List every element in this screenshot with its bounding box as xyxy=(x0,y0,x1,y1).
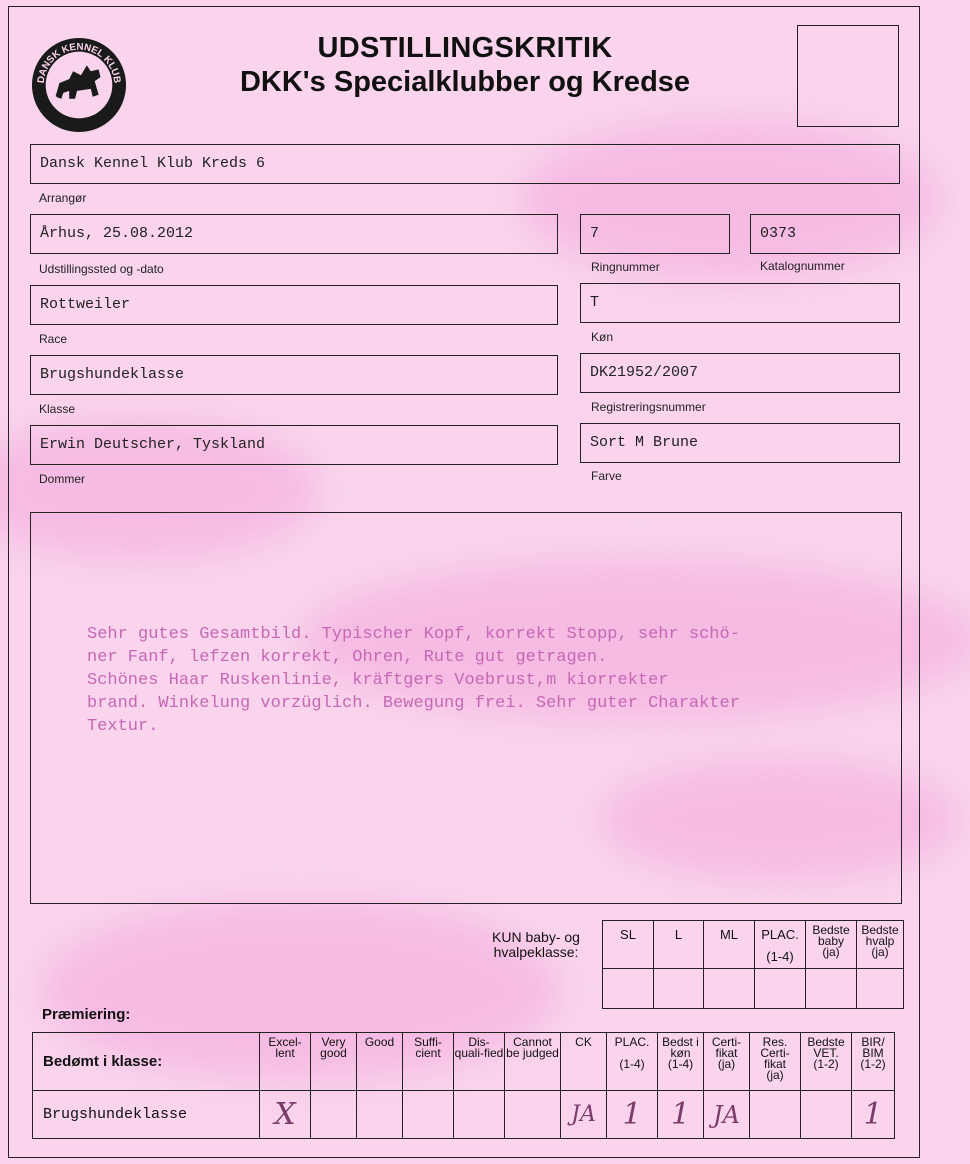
baby-cell-sl[interactable] xyxy=(603,969,654,1009)
mark-bir-bim[interactable]: 1 xyxy=(852,1091,895,1139)
sted-dato-label: Udstillingssted og -dato xyxy=(39,262,164,276)
kon-label: Køn xyxy=(591,330,614,344)
header-bedst-i-kon: Bedst i køn (1-4) xyxy=(658,1033,704,1091)
cell-good[interactable] xyxy=(357,1091,403,1139)
critique-text xyxy=(87,623,970,738)
race-field[interactable]: Rottweiler xyxy=(30,285,558,325)
form-title: UDSTILLINGSKRITIK xyxy=(317,32,613,64)
cell-disqualified[interactable] xyxy=(454,1091,505,1139)
farve-field[interactable]: Sort M Brune xyxy=(580,423,900,463)
baby-header-plac: PLAC. (1-4) xyxy=(755,921,806,969)
header-cannot-be-judged: Cannot be judged xyxy=(505,1033,561,1091)
critique-line: Textur. xyxy=(87,717,159,736)
farve-label: Farve xyxy=(591,469,622,483)
critique-line: ner Fanf, lefzen korrekt, Ohren, Rute gut getragen. xyxy=(87,648,608,667)
critique-box[interactable] xyxy=(30,512,902,904)
mark-ck[interactable]: JA xyxy=(561,1091,607,1139)
klasse-field[interactable]: Brugshundeklasse xyxy=(30,355,558,395)
svg-text:DANSK KENNEL KLUB: DANSK KENNEL KLUB xyxy=(35,41,123,84)
baby-header-ml: ML xyxy=(704,921,755,969)
baby-class-table xyxy=(602,920,904,1009)
bedomt-klasse-value[interactable]: Brugshundeklasse xyxy=(33,1091,260,1139)
baby-header-bedste-baby: Bedste baby (ja) xyxy=(806,921,857,969)
kon-field[interactable]: T xyxy=(580,283,900,323)
baby-header-sl: SL xyxy=(603,921,654,969)
katalognummer-label: Katalognummer xyxy=(760,259,845,273)
header-bedste-vet: Bedste VET. (1-2) xyxy=(801,1033,852,1091)
header-plac: PLAC. (1-4) xyxy=(607,1033,658,1091)
baby-cell-l[interactable] xyxy=(654,969,704,1009)
praemiering-label: Præmiering: xyxy=(42,1006,131,1023)
form-subtitle: DKK's Specialklubber og Kredse xyxy=(239,66,691,98)
header-very-good: Very good xyxy=(311,1033,357,1091)
baby-cell-bedste-baby[interactable] xyxy=(806,969,857,1009)
cell-res-certifikat[interactable] xyxy=(750,1091,801,1139)
baby-class-label: KUN baby- og hvalpeklasse: xyxy=(492,929,580,960)
mark-certifikat[interactable]: JA xyxy=(704,1091,750,1139)
header-sufficient: Suffi-cient xyxy=(403,1033,454,1091)
critique-line: Schönes Haar Ruskenlinie, kräftgers Voebrust,m kiorrekter xyxy=(87,671,669,690)
baby-header-bedste-hvalp: Bedste hvalp (ja) xyxy=(857,921,904,969)
arrangor-field[interactable]: Dansk Kennel Klub Kreds 6 xyxy=(30,144,900,184)
svg-text:FOR HUNDEEJERE: FOR HUNDEEJERE xyxy=(46,89,112,118)
mark-excellent[interactable]: X xyxy=(260,1091,311,1139)
ringnummer-label: Ringnummer xyxy=(591,260,660,274)
dommer-field[interactable]: Erwin Deutscher, Tyskland xyxy=(30,425,558,465)
photo-box xyxy=(797,25,899,127)
header-bir-bim: BIR/ BIM (1-2) xyxy=(852,1033,895,1091)
arrangor-label: Arrangør xyxy=(39,191,87,205)
header-certifikat: Certi-fikat (ja) xyxy=(704,1033,750,1091)
ringnummer-field[interactable]: 7 xyxy=(580,214,730,254)
bedomt-label: Bedømt i klasse: xyxy=(33,1033,260,1091)
critique-line: Sehr gutes Gesamtbild. Typischer Kopf, korrekt Stopp, sehr schö- xyxy=(87,625,740,644)
katalognummer-field[interactable]: 0373 xyxy=(750,214,900,254)
mark-bedst-i-kon[interactable]: 1 xyxy=(658,1091,704,1139)
registreringsnummer-label: Registreringsnummer xyxy=(591,400,706,414)
registreringsnummer-field[interactable]: DK21952/2007 xyxy=(580,353,900,393)
baby-cell-bedste-hvalp[interactable] xyxy=(857,969,904,1009)
header-ck: CK xyxy=(561,1033,607,1091)
baby-header-l: L xyxy=(654,921,704,969)
header-excellent: Excel-lent xyxy=(260,1033,311,1091)
critique-line: brand. Winkelung vorzüglich. Bewegung frei. Sehr guter Charakter xyxy=(87,694,740,713)
baby-cell-ml[interactable] xyxy=(704,969,755,1009)
praemiering-table xyxy=(32,1032,895,1139)
dommer-label: Dommer xyxy=(39,472,86,486)
cell-sufficient[interactable] xyxy=(403,1091,454,1139)
header-good: Good xyxy=(357,1033,403,1091)
cell-bedste-vet[interactable] xyxy=(801,1091,852,1139)
mark-plac[interactable]: 1 xyxy=(607,1091,658,1139)
klasse-label: Klasse xyxy=(39,402,76,416)
baby-cell-plac[interactable] xyxy=(755,969,806,1009)
header-disqualified: Dis-quali-fied xyxy=(454,1033,505,1091)
header-res-certifikat: Res. Certi-fikat (ja) xyxy=(750,1033,801,1091)
sted-dato-field[interactable]: Århus, 25.08.2012 xyxy=(30,214,558,254)
cell-very-good[interactable] xyxy=(311,1091,357,1139)
race-label: Race xyxy=(39,332,68,346)
dkk-logo xyxy=(30,36,128,134)
cell-cannot-be-judged[interactable] xyxy=(505,1091,561,1139)
